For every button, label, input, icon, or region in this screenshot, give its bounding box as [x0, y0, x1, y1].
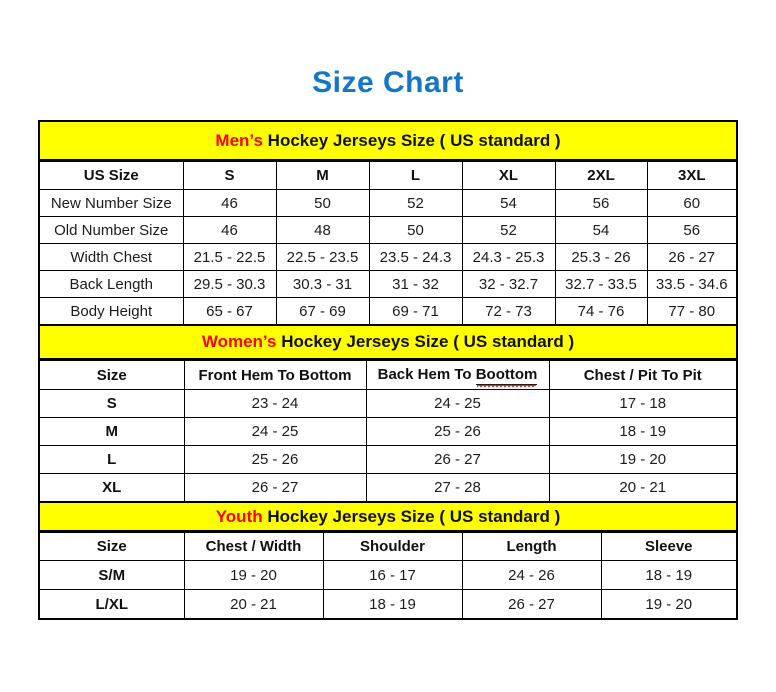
size-value: 26 - 27	[184, 474, 366, 502]
size-value: 25 - 26	[366, 418, 549, 446]
size-chart	[38, 120, 738, 620]
table-row	[40, 244, 736, 271]
size-value: 17 - 18	[549, 390, 736, 418]
row-label: M	[40, 418, 184, 446]
banner-highlight: Women’s	[201, 332, 277, 351]
size-value: 19 - 20	[549, 446, 736, 474]
table-row	[40, 271, 736, 298]
size-value: 56	[647, 217, 736, 244]
row-label: Width Chest	[40, 244, 183, 271]
table-row	[40, 446, 736, 474]
banner-text: Hockey Jerseys Size ( US standard )	[262, 506, 561, 526]
banner-text: Hockey Jerseys Size ( US standard )	[262, 130, 561, 150]
column-header	[366, 361, 549, 390]
size-value: 27 - 28	[366, 474, 549, 502]
table-row	[40, 190, 736, 217]
youth-size-table	[40, 501, 736, 618]
size-value: 31 - 32	[369, 271, 462, 298]
size-value: 46	[183, 190, 276, 217]
size-value: 24.3 - 25.3	[462, 244, 555, 271]
row-label: New Number Size	[40, 190, 183, 217]
size-value: 77 - 80	[647, 298, 736, 325]
column-header: Front Hem To Bottom	[184, 361, 366, 390]
youth-table-banner	[40, 501, 736, 532]
row-label: Body Height	[40, 298, 183, 325]
womens-size-table	[40, 324, 736, 501]
size-value: 65 - 67	[183, 298, 276, 325]
size-value: 23.5 - 24.3	[369, 244, 462, 271]
size-value: 50	[276, 190, 369, 217]
table-row	[40, 590, 736, 619]
size-value: 54	[555, 217, 647, 244]
size-value: 19 - 20	[601, 590, 736, 619]
column-header: XL	[462, 162, 555, 190]
size-value: 54	[462, 190, 555, 217]
size-value: 26 - 27	[366, 446, 549, 474]
size-value: 48	[276, 217, 369, 244]
column-header: Size	[40, 361, 184, 390]
size-value: 46	[183, 217, 276, 244]
mens-size-table	[40, 122, 736, 324]
row-label: L	[40, 446, 184, 474]
size-value: 50	[369, 217, 462, 244]
size-value: 56	[555, 190, 647, 217]
size-value: 25 - 26	[184, 446, 366, 474]
size-value: 24 - 25	[366, 390, 549, 418]
size-value: 26 - 27	[462, 590, 601, 619]
size-value: 32.7 - 33.5	[555, 271, 647, 298]
size-value: 29.5 - 30.3	[183, 271, 276, 298]
table-row	[40, 474, 736, 502]
size-value: 32 - 32.7	[462, 271, 555, 298]
banner-highlight: Men’s	[215, 130, 263, 150]
size-value: 24 - 26	[462, 561, 601, 590]
size-value: 30.3 - 31	[276, 271, 369, 298]
size-value: 33.5 - 34.6	[647, 271, 736, 298]
banner-text: Hockey Jerseys Size ( US standard )	[276, 332, 575, 351]
size-value: 18 - 19	[549, 418, 736, 446]
row-label: L/XL	[40, 590, 184, 619]
size-value: 74 - 76	[555, 298, 647, 325]
size-value: 25.3 - 26	[555, 244, 647, 271]
size-value: 23 - 24	[184, 390, 366, 418]
header-text: Back Hem To	[377, 365, 476, 383]
row-label: Back Length	[40, 271, 183, 298]
size-value: 72 - 73	[462, 298, 555, 325]
column-header: L	[369, 162, 462, 190]
table-row	[40, 418, 736, 446]
column-header: Chest / Pit To Pit	[549, 361, 736, 390]
size-value: 26 - 27	[647, 244, 736, 271]
page-title: Size Chart	[312, 66, 464, 99]
column-header: Sleeve	[601, 533, 736, 561]
column-header: Length	[462, 533, 601, 561]
size-value: 69 - 71	[369, 298, 462, 325]
header-row	[40, 162, 736, 190]
size-value: 20 - 21	[549, 474, 736, 502]
size-value: 24 - 25	[184, 418, 366, 446]
size-value: 20 - 21	[184, 590, 323, 619]
size-value: 21.5 - 22.5	[183, 244, 276, 271]
womens-table-banner	[40, 324, 736, 360]
size-value: 19 - 20	[184, 561, 323, 590]
size-value: 52	[369, 190, 462, 217]
table-row	[40, 561, 736, 590]
banner-highlight: Youth	[215, 506, 263, 526]
column-header: 3XL	[647, 162, 736, 190]
misspelled-word: Boottom	[475, 365, 538, 383]
table-row	[40, 390, 736, 418]
mens-table-banner	[40, 122, 736, 161]
table-row	[40, 217, 736, 244]
column-header: Shoulder	[323, 533, 462, 561]
youth-table	[40, 532, 736, 618]
row-label: S/M	[40, 561, 184, 590]
header-row	[40, 533, 736, 561]
column-header: Size	[40, 533, 184, 561]
size-value: 16 - 17	[323, 561, 462, 590]
row-label: S	[40, 390, 184, 418]
column-header: M	[276, 162, 369, 190]
mens-table	[40, 161, 736, 324]
size-value: 67 - 69	[276, 298, 369, 325]
size-value: 18 - 19	[323, 590, 462, 619]
size-value: 52	[462, 217, 555, 244]
column-header: Chest / Width	[184, 533, 323, 561]
womens-table	[40, 360, 736, 501]
size-value: 22.5 - 23.5	[276, 244, 369, 271]
column-header: US Size	[40, 162, 183, 190]
size-value: 18 - 19	[601, 561, 736, 590]
table-row	[40, 298, 736, 325]
header-row	[40, 361, 736, 390]
size-value: 60	[647, 190, 736, 217]
column-header: 2XL	[555, 162, 647, 190]
row-label: Old Number Size	[40, 217, 183, 244]
column-header: S	[183, 162, 276, 190]
row-label: XL	[40, 474, 184, 502]
